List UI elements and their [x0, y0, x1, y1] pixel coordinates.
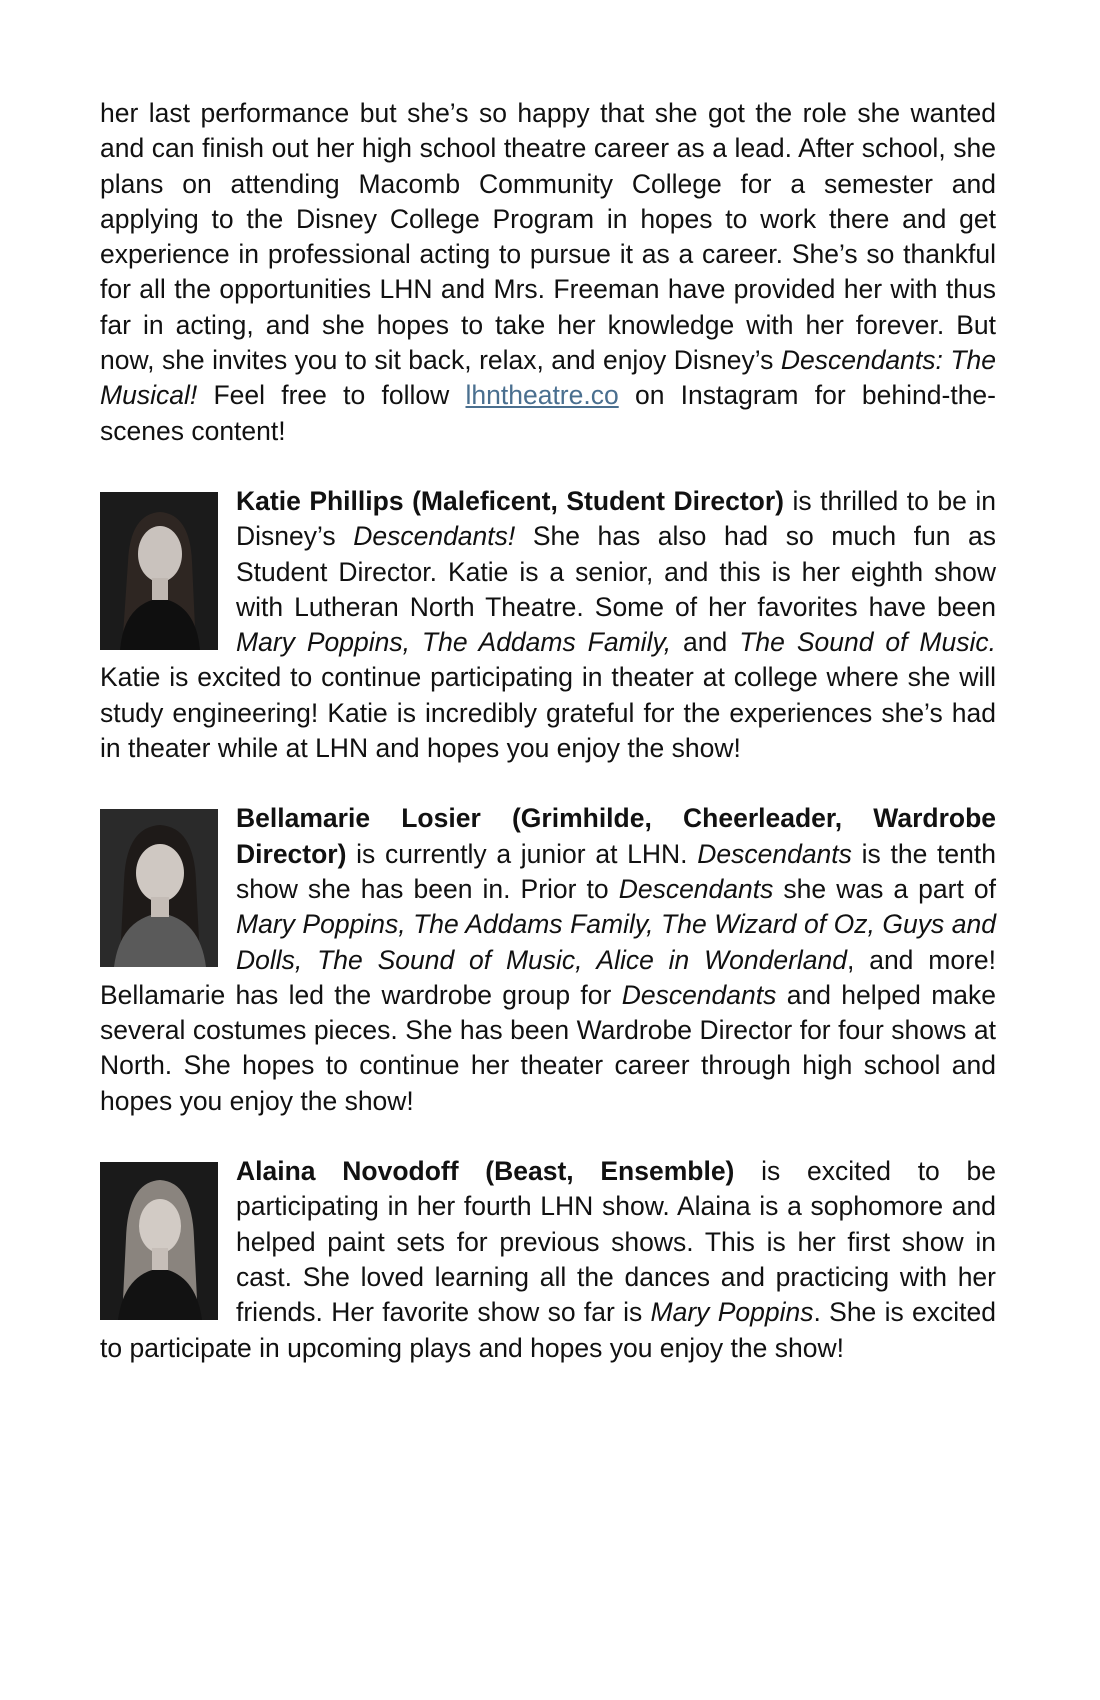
- intro-text: her last performance but she’s so happy that she got the role she wanted and can finish out her high school theatre career as a lead. After school, she plans on attending Macomb Community College for a semester and applying to the Disney College Program in hopes to work there and get experience in professional acting to pursue it as a career. She’s so thankful for all the opportunities LHN and Mrs. Freeman have provided her with thus far in acting, and she hopes to take her knowledge with her forever. But now, she invites you to sit back, relax, and enjoy Disney’s: [100, 98, 996, 376]
- headshot-photo: [100, 1162, 218, 1320]
- bio-text: Katie is excited to continue participating in theater at college where she will study engineering! Katie is incredibly grateful for the experiences she’s had in theater while at LHN and hopes you enjoy the show!: [100, 662, 996, 764]
- intro-paragraph: [100, 96, 996, 449]
- bio-italic: Descendants: [618, 873, 774, 904]
- bio-italic: Mary Poppins, The Addams Family,: [236, 627, 672, 658]
- bio-katie-phillips: [100, 484, 996, 766]
- bio-text: . She is excited to participate in upcoming plays and hopes you enjoy the show!: [100, 1297, 996, 1363]
- bio-italic: The Sound of Music.: [739, 627, 997, 658]
- portrait-silhouette-icon: [100, 492, 218, 650]
- cast-name: Bellamarie Losier (Grimhilde, Cheerleader, Wardrobe Director): [236, 803, 996, 869]
- bio-text: is the tenth show she has been in. Prior to: [236, 838, 996, 904]
- bio-text: is currently a junior at LHN.: [346, 838, 698, 869]
- bio-italic: Descendants: [697, 838, 852, 869]
- bio-italic: Mary Poppins, The Addams Family, The Wizard of Oz, Guys and Dolls, The Sound of Music, Alice in Wonderland: [236, 909, 996, 975]
- bio-bellamarie-losier: [100, 801, 996, 1119]
- bio-text: , and more! Bellamarie has led the wardrobe group for: [100, 944, 996, 1010]
- headshot-photo: [100, 492, 218, 650]
- bio-text: is thrilled to be in Disney’s: [236, 485, 997, 552]
- show-title: Descendants: The Musical!: [100, 345, 996, 411]
- bio-text: she was a part of: [773, 873, 996, 904]
- headshot-photo: [100, 809, 218, 967]
- intro-text-3: on Instagram for behind-the-scenes content!: [100, 380, 996, 446]
- program-page: [100, 96, 996, 1401]
- bio-text: and helped make several costumes pieces. She has been Wardrobe Director for four shows at North. She hopes to continue her theater career through high school and hopes you enjoy the show!: [100, 979, 996, 1116]
- bio-italic: Mary Poppins: [650, 1297, 814, 1328]
- instagram-link[interactable]: lhntheatre.co: [465, 380, 619, 411]
- intro-text-2: Feel free to follow: [197, 380, 466, 411]
- bio-text: and: [671, 627, 740, 658]
- bio-italic: Descendants!: [353, 521, 516, 552]
- bio-text: She has also had so much fun as Student Director. Katie is a senior, and this is her eighth show with Lutheran North Theatre. Some of her favorites have been: [236, 521, 996, 622]
- portrait-silhouette-icon: [100, 809, 218, 967]
- bio-italic: Descendants: [621, 979, 777, 1010]
- bio-text: is excited to be participating in her fourth LHN show. Alaina is a sophomore and helped paint sets for previous shows. This is her first show in cast. She loved learning all the dances and practicing with her friends. Her favorite show so far is: [236, 1156, 997, 1328]
- portrait-silhouette-icon: [100, 1162, 218, 1320]
- cast-name: Katie Phillips (Maleficent, Student Director): [236, 485, 784, 516]
- cast-name: Alaina Novodoff (Beast, Ensemble): [236, 1156, 735, 1187]
- bio-alaina-novodoff: [100, 1154, 996, 1366]
